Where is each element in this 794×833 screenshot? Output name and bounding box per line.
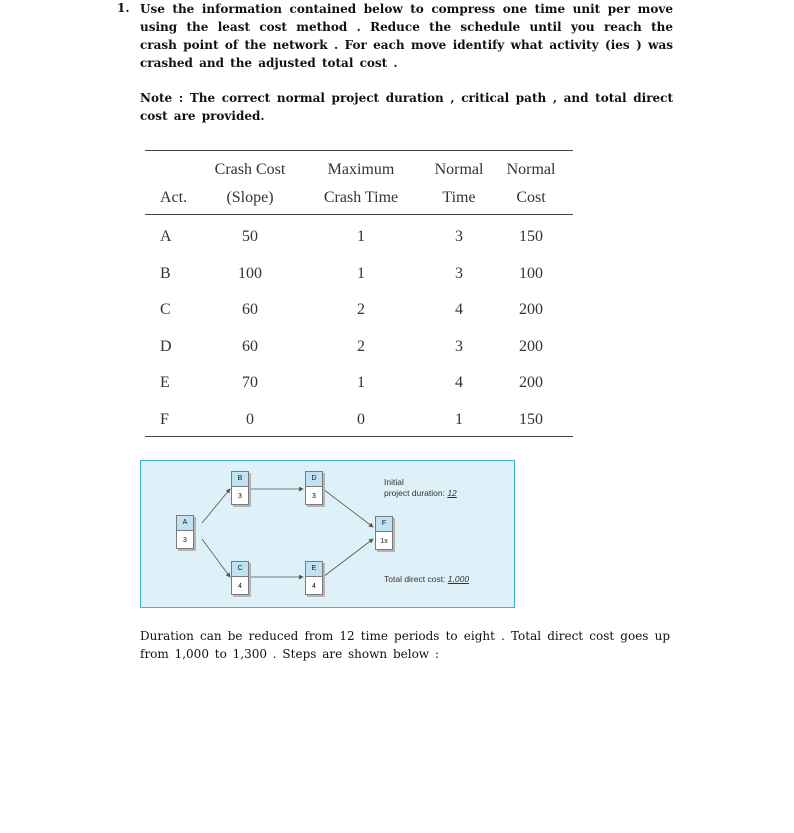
table-cell: D (160, 337, 172, 355)
cost-label: Total direct cost: (384, 574, 446, 584)
node-d (305, 471, 323, 505)
node-label: D (306, 472, 322, 487)
node-label: C (232, 562, 248, 577)
table-cell: E (160, 374, 170, 392)
header-cell: Normal (434, 161, 484, 178)
table-cell: 1 (357, 228, 365, 246)
table-cell: F (160, 410, 169, 428)
node-duration: 3 (238, 493, 242, 500)
table-cell: A (160, 228, 172, 246)
table-cell: 4 (455, 301, 463, 319)
table-cell: 1 (357, 264, 365, 282)
header-cell (145, 150, 207, 182)
table-row (145, 365, 573, 402)
edge-e-f (323, 539, 373, 577)
node-e (305, 561, 323, 595)
table-cell: C (160, 301, 171, 319)
initial-duration-value: 12 (447, 488, 457, 498)
node-duration: 3 (183, 537, 187, 544)
header-cell: (Slope) (207, 182, 293, 215)
table-cell: 100 (238, 264, 262, 282)
node-label: F (376, 517, 392, 532)
table-cell: 4 (455, 374, 463, 392)
table-cell: 200 (519, 374, 543, 392)
header-cell: Cost (489, 182, 573, 215)
header-cell: Crash Cost (214, 161, 286, 178)
table-cell: 150 (519, 410, 543, 428)
node-label: B (232, 472, 248, 487)
cost-value: 1,000 (447, 574, 470, 584)
network-edges (141, 461, 516, 609)
header-cell: Time (429, 182, 489, 215)
node-label: E (306, 562, 322, 577)
node-duration: 1x (380, 538, 388, 545)
summary-text: Duration can be reduced from 12 time periods to eight . Total direct cost goes up from 1,000 to 1,300 . Steps are shown below : (140, 629, 670, 661)
node-label: A (177, 516, 193, 531)
table-cell: B (160, 264, 171, 282)
table-row (145, 256, 573, 293)
initial-duration-label (384, 477, 457, 499)
question-number: 1. (117, 1, 130, 15)
table-row (145, 215, 573, 256)
edge-a-c (202, 539, 230, 577)
table-cell: 200 (519, 301, 543, 319)
initial-label-line2: project duration: (384, 488, 445, 498)
note-text: Note : The correct normal project duration , critical path , and total direct cost are provided. (140, 91, 673, 123)
edge-a-b (202, 489, 230, 523)
table-cell: 3 (455, 228, 463, 246)
table-cell: 2 (357, 337, 365, 355)
table-cell: 0 (246, 410, 254, 428)
node-b (231, 471, 249, 505)
total-cost-label (384, 574, 469, 585)
node-duration: 4 (312, 583, 316, 590)
node-c (231, 561, 249, 595)
table-cell: 2 (357, 301, 365, 319)
header-cell: Act. (145, 182, 207, 215)
table-row (145, 329, 573, 366)
table-row (145, 292, 573, 329)
table-bottom-rule (145, 436, 573, 437)
question-text: Use the information contained below to compress one time unit per move using the least cost method . Reduce the schedule until you reach the crash point of the network . For each move identify what activity (ies ) was crashed and the adjusted total cost . (140, 2, 673, 70)
table-cell: 50 (242, 228, 258, 246)
table-cell: 1 (455, 410, 463, 428)
node-duration: 4 (238, 583, 242, 590)
header-cell: Maximum (327, 161, 395, 178)
table-header-row-2 (145, 182, 573, 215)
table-cell: 3 (455, 264, 463, 282)
activity-table (145, 150, 573, 438)
table-header-row-1 (145, 150, 573, 182)
edge-d-f (323, 489, 373, 527)
table-cell: 70 (242, 374, 258, 392)
table-cell: 100 (519, 264, 543, 282)
table-row (145, 402, 573, 439)
table-cell: 60 (242, 337, 258, 355)
initial-label-line1: Initial (384, 477, 404, 487)
network-diagram (140, 460, 515, 608)
table-cell: 60 (242, 301, 258, 319)
table-cell: 1 (357, 374, 365, 392)
header-cell: Crash Time (293, 182, 429, 215)
node-duration: 3 (312, 493, 316, 500)
header-cell: Normal (506, 161, 556, 178)
table-cell: 200 (519, 337, 543, 355)
node-f (375, 516, 393, 550)
node-a (176, 515, 194, 549)
table-cell: 3 (455, 337, 463, 355)
table-cell: 150 (519, 228, 543, 246)
table-cell: 0 (357, 410, 365, 428)
